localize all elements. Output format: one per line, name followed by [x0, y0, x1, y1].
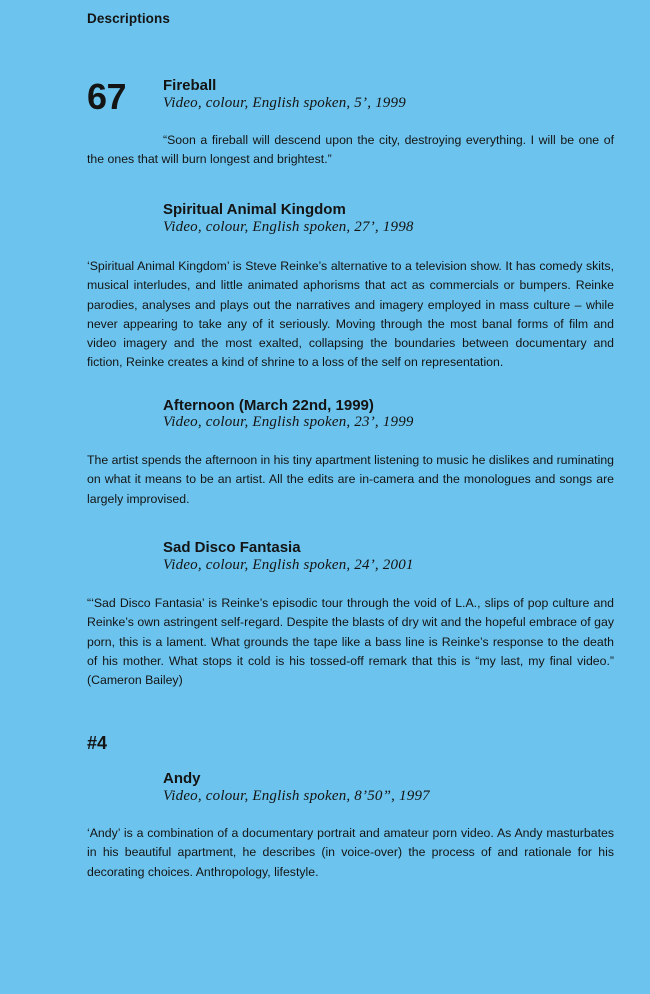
entry-title: Fireball	[163, 77, 217, 94]
program-number: 67	[87, 76, 127, 117]
entry-title: Afternoon (March 22nd, 1999)	[163, 397, 374, 414]
entry-meta: Video, colour, English spoken, 24’, 2001	[163, 557, 414, 573]
entry-meta: Video, colour, English spoken, 5’, 1999	[163, 95, 406, 111]
entry-title: Andy	[163, 770, 201, 787]
entry-title: Sad Disco Fantasia	[163, 539, 301, 556]
entry-description: “‘Sad Disco Fantasia’ is Reinke’s episodic tour through the void of L.A., slips of pop culture and Reinke’s own astringent self-regard. Despite the blasts of dry wit and the hopeful embrace of gay porn, this is a lament. What grounds the tape like a bass line is Reinke’s response to the death of his mother. What stops it cold is his tossed-off remark that this is “my last, my final video.” (Cameron Bailey)	[87, 596, 614, 688]
entry-title: Spiritual Animal Kingdom	[163, 201, 346, 218]
entry-description: ‘Andy’ is a combination of a documentary portrait and amateur porn video. As Andy masturbates in his beautiful apartment, he describes (in voice-over) the process of and rationale for his decorating choices. Anthropology, lifestyle.	[87, 826, 614, 879]
entry-description: The artist spends the afternoon in his tiny apartment listening to music he dislikes and ruminating on what it means to be an artist. All the edits are in-camera and the monologues and songs are largely improvised.	[87, 453, 614, 506]
entry-description: “Soon a fireball will descend upon the city, destroying everything. I will be one of the ones that will burn longest and brightest.”	[87, 133, 614, 167]
program-number: #4	[87, 733, 108, 753]
entry-description: ‘Spiritual Animal Kingdom’ is Steve Reinke’s alternative to a television show. It has comedy skits, musical interludes, and little animated aphorisms that act as commercials or bumpers. Reinke parodies, analyses and plays out the narratives and imagery employed in mass culture – while never appearing to take any of it seriously. Moving through the most banal forms of film and video imagery and the most exalted, collapsing the boundaries between documentary and fiction, Reinke creates a kind of shrine to a loss of the self on representation.	[87, 259, 614, 370]
entry-meta: Video, colour, English spoken, 23’, 1999	[163, 414, 414, 430]
section-header: Descriptions	[87, 11, 170, 26]
entry-meta: Video, colour, English spoken, 27’, 1998	[163, 219, 414, 235]
entry-meta: Video, colour, English spoken, 8’50”, 1997	[163, 788, 430, 804]
